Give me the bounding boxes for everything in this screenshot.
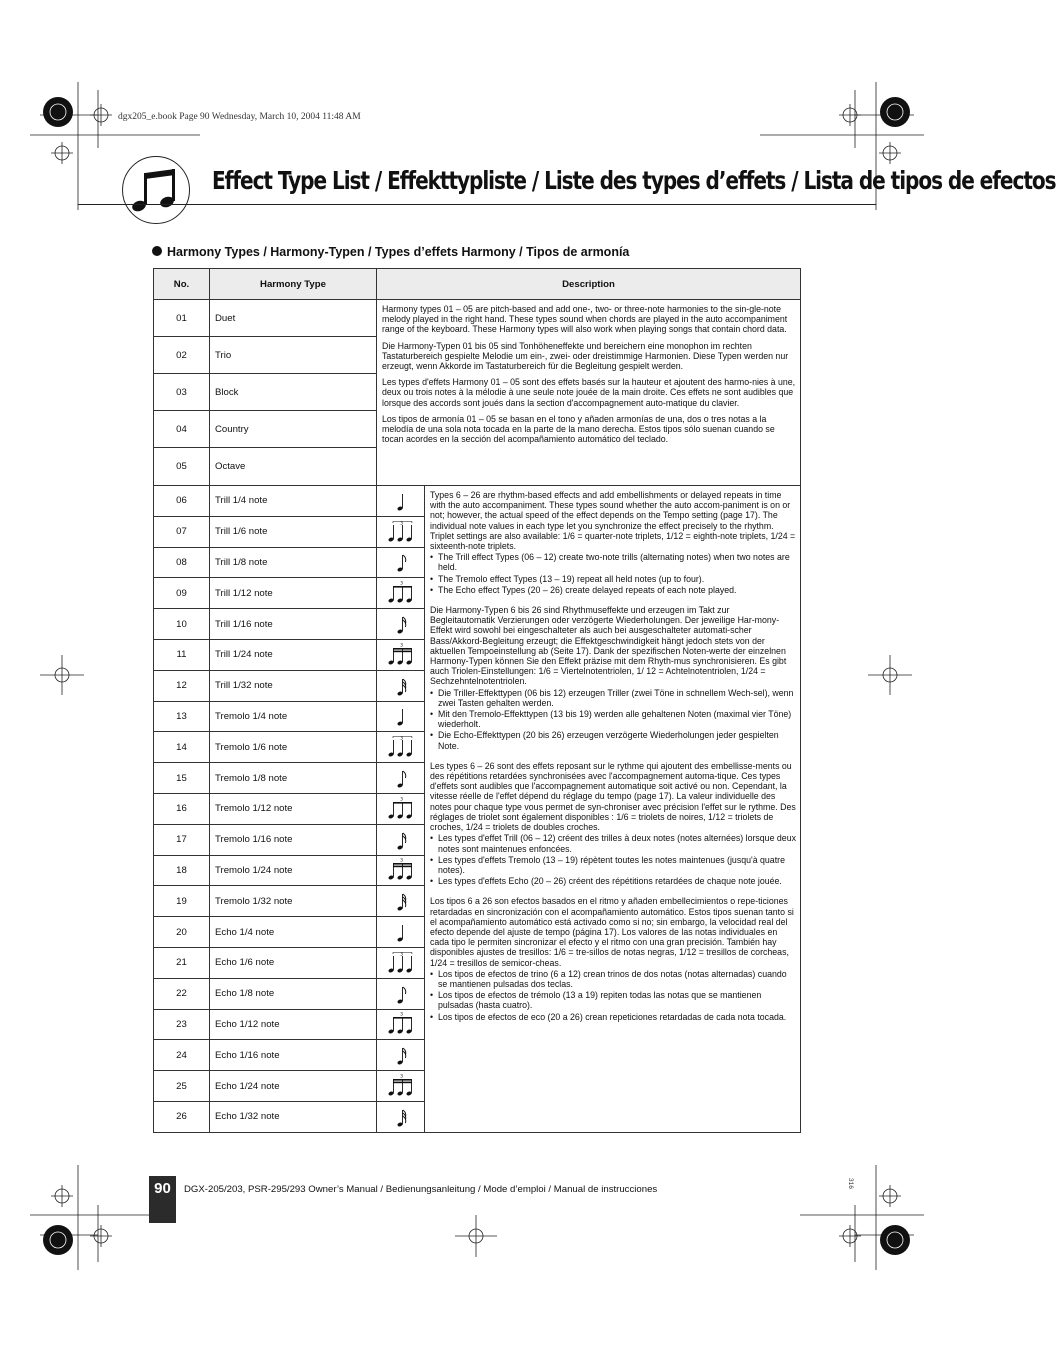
page-number: 90 xyxy=(149,1176,176,1223)
thirty-second-note-icon xyxy=(386,674,416,698)
table-header-row xyxy=(154,269,801,300)
row-number: 21 xyxy=(154,947,210,978)
description-bullet: • Les types d'effets Echo (20 – 26) créent des répétitions retardées de chaque note jouée. xyxy=(430,876,796,886)
row-number: 14 xyxy=(154,732,210,763)
svg-text:3: 3 xyxy=(399,952,403,958)
note-value-cell xyxy=(377,793,425,824)
row-harmony-type: Octave xyxy=(210,448,377,486)
row-number: 24 xyxy=(154,1040,210,1071)
header-description: Description xyxy=(377,269,801,300)
row-harmony-type: Echo 1/8 note xyxy=(210,978,377,1009)
description-paragraph: Los tipos de armonía 01 – 05 se basan en el tono y añaden armonías de una, dos o tres notas a la melodía de una sola nota tocada en la parte de la mano derecha. Estos tipos sólo suenan cuando se tocan acordes en la sección del acompañamiento automático del teclado. xyxy=(382,413,775,445)
description-bullet: • The Trill effect Types (06 – 12) create two-note trills (alternating notes) when two notes are held. xyxy=(430,552,796,572)
description-paragraph: Los tipos 6 a 26 son efectos basados en el ritmo y añaden embellecimientos o repe-ticiones retardadas en sincronización con el acompañamiento automático. Estos tipos suenan tanto si el acompañamiento automático está activado como si no; sin embargo, la velocidad real del efecto depende del ajuste de tempo (página 17). Los valores de las notas individuales en cada tipo le permiten sincronizar el efecto y el ritmo con una gran precisión. También hay disponibles ajustes de tresillos: 1/6 = tre-sillos de notas negras, 1/12 = tresillos de corcheas, 1/24 = tresillos de semicor-cheas. xyxy=(430,896,794,968)
description-bullet-list xyxy=(430,552,796,595)
row-harmony-type: Trill 1/24 note xyxy=(210,639,377,670)
sixteenth-triplet-icon xyxy=(386,858,416,882)
row-number: 13 xyxy=(154,701,210,732)
quarter-note-icon xyxy=(386,920,416,944)
note-value-cell xyxy=(377,732,425,763)
note-value-cell xyxy=(377,763,425,794)
description-paragraph: Harmony types 01 – 05 are pitch-based and add one-, two- or three-note harmonies to the sin-gle-note melody played in the right hand. These types sound when chords are played in the auto accompaniment range of the keyboard. These Harmony types will also work when playing songs that contain chord data. xyxy=(382,304,788,335)
harmony-types-table xyxy=(153,268,801,1133)
table-row xyxy=(154,486,801,517)
row-harmony-type: Echo 1/4 note xyxy=(210,917,377,948)
quarter-triplet-icon xyxy=(386,735,416,759)
pitch-types-description xyxy=(377,300,801,486)
quarter-note-icon xyxy=(386,704,416,728)
header-harmony-type: Harmony Type xyxy=(210,269,377,300)
eighth-note-icon xyxy=(386,550,416,574)
svg-text:3: 3 xyxy=(399,1074,403,1080)
note-value-cell xyxy=(377,855,425,886)
row-harmony-type: Echo 1/32 note xyxy=(210,1101,377,1132)
row-harmony-type: Trill 1/4 note xyxy=(210,486,377,517)
eighth-triplet-icon xyxy=(386,581,416,605)
svg-text:3: 3 xyxy=(399,797,403,803)
svg-text:3: 3 xyxy=(399,643,403,649)
row-harmony-type: Trill 1/12 note xyxy=(210,578,377,609)
description-paragraph: Les types d'effets Harmony 01 – 05 sont des effets basés sur la hauteur et ajoutent des harmo-nies à une, deux ou trois notes à la mélodie à une seule note jouée de la main droite. Ces effets ne sont audibles que lorsque des accords sont joués dans la section d'accompagnement auto-matique du clavier. xyxy=(382,377,796,408)
description-bullet: • Los tipos de efectos de trino (6 a 12) crean trinos de dos notas (notas alternadas) cuando se mantienen pulsadas dos teclas. xyxy=(430,969,796,989)
row-number: 03 xyxy=(154,374,210,411)
row-number: 12 xyxy=(154,670,210,701)
description-bullet: • Los tipos de efectos de trémolo (13 a 19) repiten todas las notas que se mantienen pulsadas (hasta cuatro). xyxy=(430,990,796,1010)
row-number: 05 xyxy=(154,448,210,486)
quarter-triplet-icon xyxy=(386,951,416,975)
row-harmony-type: Trill 1/16 note xyxy=(210,609,377,640)
section-heading-text: Harmony Types / Harmony-Typen / Types d’effets Harmony / Tipos de armonía xyxy=(167,245,630,259)
row-harmony-type: Tremolo 1/16 note xyxy=(210,824,377,855)
row-number: 19 xyxy=(154,886,210,917)
row-number: 23 xyxy=(154,1009,210,1040)
row-number: 25 xyxy=(154,1071,210,1102)
row-number: 16 xyxy=(154,793,210,824)
svg-text:3: 3 xyxy=(399,581,403,587)
row-harmony-type: Echo 1/24 note xyxy=(210,1071,377,1102)
note-value-cell xyxy=(377,516,425,547)
row-number: 08 xyxy=(154,547,210,578)
svg-text:3: 3 xyxy=(399,1013,403,1019)
row-harmony-type: Trio xyxy=(210,337,377,374)
note-value-cell xyxy=(377,609,425,640)
header-no: No. xyxy=(154,269,210,300)
row-number: 15 xyxy=(154,763,210,794)
quarter-triplet-icon xyxy=(386,520,416,544)
note-value-cell xyxy=(377,486,425,517)
sixteenth-triplet-icon xyxy=(386,1074,416,1098)
row-number: 09 xyxy=(154,578,210,609)
description-paragraph: Les types 6 – 26 sont des effets reposant sur le rythme qui ajoutent des embellisse-ments ou des répétitions retardées synchronisées avec l'accompagnement automa-tique. Ces types d'effets sont audibles que l'accompagnement automatique soit activé ou non. Cependant, la vitesse réelle de l'effet dépend du réglage du tempo (page 17). La valeur individuelle des notes pour chaque type vous permet de syn-chroniser avec précision l'effet sur le rythme. Des réglages de triolet sont également disponibles : 1/6 = triolets de noires, 1/12 = triolets de croches, 1/24 = triolets de doubles croches. xyxy=(430,760,796,833)
bullet-dot-icon xyxy=(152,246,162,256)
note-value-cell xyxy=(377,1071,425,1102)
row-number: 02 xyxy=(154,337,210,374)
description-bullet-list xyxy=(430,688,796,751)
note-value-cell xyxy=(377,947,425,978)
row-harmony-type: Tremolo 1/32 note xyxy=(210,886,377,917)
eighth-triplet-icon xyxy=(386,1012,416,1036)
note-value-cell xyxy=(377,978,425,1009)
eighth-note-icon xyxy=(386,766,416,790)
row-harmony-type: Echo 1/6 note xyxy=(210,947,377,978)
row-number: 11 xyxy=(154,639,210,670)
row-harmony-type: Country xyxy=(210,411,377,448)
footer-text: DGX-205/203, PSR-295/293 Owner’s Manual / Bedienungsanleitung / Mode d’emploi / Manual de instrucciones xyxy=(184,1184,658,1195)
music-note-badge xyxy=(122,156,190,224)
note-value-cell xyxy=(377,1009,425,1040)
row-number: 22 xyxy=(154,978,210,1009)
note-value-cell xyxy=(377,670,425,701)
eighth-triplet-icon xyxy=(386,797,416,821)
row-harmony-type: Duet xyxy=(210,300,377,337)
description-paragraph: Die Harmony-Typen 01 bis 05 sind Tonhöheneffekte und bereichern eine monophon im rechten Tastaturbereich gespielte Melodie um ein-, zwei- oder dreistimmige Harmonien. Diese Typen werden nur erzeugt, wenn Akkorde im Tastaturbereich für die Begleitung gespielt werden. xyxy=(382,340,789,372)
svg-text:3: 3 xyxy=(399,859,403,865)
description-bullet: • The Tremolo effect Types (13 – 19) repeat all held notes (up to four). xyxy=(430,574,796,584)
sixteenth-note-icon xyxy=(386,1043,416,1067)
row-number: 07 xyxy=(154,516,210,547)
svg-text:3: 3 xyxy=(399,736,403,742)
note-value-cell xyxy=(377,1101,425,1132)
rhythm-types-description xyxy=(425,486,801,1133)
table-row xyxy=(154,300,801,337)
row-harmony-type: Trill 1/6 note xyxy=(210,516,377,547)
row-harmony-type: Echo 1/16 note xyxy=(210,1040,377,1071)
page-title: Effect Type List / Effekttypliste / Liste des types d’effets / Lista de tipos de efectos xyxy=(212,166,1056,195)
note-value-cell xyxy=(377,917,425,948)
beamed-notes-icon xyxy=(123,157,189,223)
note-value-cell xyxy=(377,547,425,578)
thirty-second-note-icon xyxy=(386,889,416,913)
row-harmony-type: Trill 1/8 note xyxy=(210,547,377,578)
description-bullet: • Mit den Tremolo-Effekttypen (13 bis 19) werden alle gehaltenen Noten (maximal vier Töne) wiederholt. xyxy=(430,709,796,729)
description-bullet: • The Echo effect Types (20 – 26) create delayed repeats of each note played. xyxy=(430,585,796,595)
row-number: 06 xyxy=(154,486,210,517)
quarter-note-icon xyxy=(386,489,416,513)
row-harmony-type: Tremolo 1/24 note xyxy=(210,855,377,886)
row-number: 04 xyxy=(154,411,210,448)
row-harmony-type: Trill 1/32 note xyxy=(210,670,377,701)
description-bullet: • Die Triller-Effekttypen (06 bis 12) erzeugen Triller (zwei Töne in schnellem Wech-sel), wenn zwei Tasten gehalten werden. xyxy=(430,688,796,708)
section-heading xyxy=(152,245,629,259)
row-number: 01 xyxy=(154,300,210,337)
title-rule xyxy=(78,204,876,205)
note-value-cell xyxy=(377,1040,425,1071)
note-value-cell xyxy=(377,886,425,917)
row-harmony-type: Tremolo 1/12 note xyxy=(210,793,377,824)
description-paragraph: Types 6 – 26 are rhythm-based effects and add embellishments or delayed repeats in time with the auto accompaniment. These types sound whether the auto accom-paniment is on or not; however, the actual speed of the effect depends on the Tempo setting (page 17). The individual note values in each type let you synchronize the effect precisely to the rhythm. Triplet settings are also available: 1/6 = quarter-note triplets, 1/12 = eighth-note triplets, 1/24 = sixteenth-note triplets. xyxy=(430,490,796,552)
eighth-note-icon xyxy=(386,982,416,1006)
description-paragraph: Die Harmony-Typen 6 bis 26 sind Rhythmuseffekte und erzeugen im Takt zur Begleitautomatik Verzierungen oder verzögerte Wiederholungen. Der jeweilige Har-mony-Effekt wird sowohl bei eingeschalteter als auch bei ausgeschalteter automati-scher Bass/Akkord-Begleitung erzeugt; die Effektgeschwindigkeit hängt jedoch stets von der aktuellen Tempoeinstellung ab (Seite 17). Dank der spezifischen Noten-werte der einzelnen Harmony-Typen können Sie den Effekt präzise mit dem Rhyth-mus synchronisieren. Es gibt auch Triolen-Einstellungen: 1/6 = Viertelnotentriolen, 1/ 12 = Achtelnotentriolen, 1/24 = Sechzehntelnotentriolen. xyxy=(430,605,787,687)
table-body xyxy=(154,300,801,1133)
sixteenth-triplet-icon xyxy=(386,643,416,667)
description-bullet: • Les types d'effet Trill (06 – 12) créent des trilles à deux notes (notes alternées) lorsque deux notes sont maintenues enfoncées. xyxy=(430,833,796,853)
row-harmony-type: Echo 1/12 note xyxy=(210,1009,377,1040)
svg-text:3: 3 xyxy=(399,521,403,527)
row-harmony-type: Tremolo 1/8 note xyxy=(210,763,377,794)
row-harmony-type: Tremolo 1/6 note xyxy=(210,732,377,763)
sixteenth-note-icon xyxy=(386,612,416,636)
note-value-cell xyxy=(377,824,425,855)
file-slug: dgx205_e.book Page 90 Wednesday, March 10, 2004 11:48 AM xyxy=(118,112,361,122)
side-code: 316 xyxy=(847,1178,854,1189)
description-bullet-list xyxy=(430,833,796,886)
row-number: 10 xyxy=(154,609,210,640)
row-harmony-type: Block xyxy=(210,374,377,411)
row-number: 17 xyxy=(154,824,210,855)
row-number: 26 xyxy=(154,1101,210,1132)
description-bullet: • Les types d'effets Tremolo (13 – 19) répètent toutes les notes maintenues (jusqu'à quatre notes). xyxy=(430,855,796,875)
description-bullet-list xyxy=(430,969,796,1022)
row-number: 20 xyxy=(154,917,210,948)
note-value-cell xyxy=(377,578,425,609)
sixteenth-note-icon xyxy=(386,828,416,852)
row-harmony-type: Tremolo 1/4 note xyxy=(210,701,377,732)
note-value-cell xyxy=(377,701,425,732)
thirty-second-note-icon xyxy=(386,1105,416,1129)
row-number: 18 xyxy=(154,855,210,886)
note-value-cell xyxy=(377,639,425,670)
description-bullet: • Los tipos de efectos de eco (20 a 26) crean repeticiones retardadas de cada nota tocada. xyxy=(430,1012,796,1022)
description-bullet: • Die Echo-Effekttypen (20 bis 26) erzeugen verzögerte Wiederholungen jeder gespielten Note. xyxy=(430,730,796,750)
